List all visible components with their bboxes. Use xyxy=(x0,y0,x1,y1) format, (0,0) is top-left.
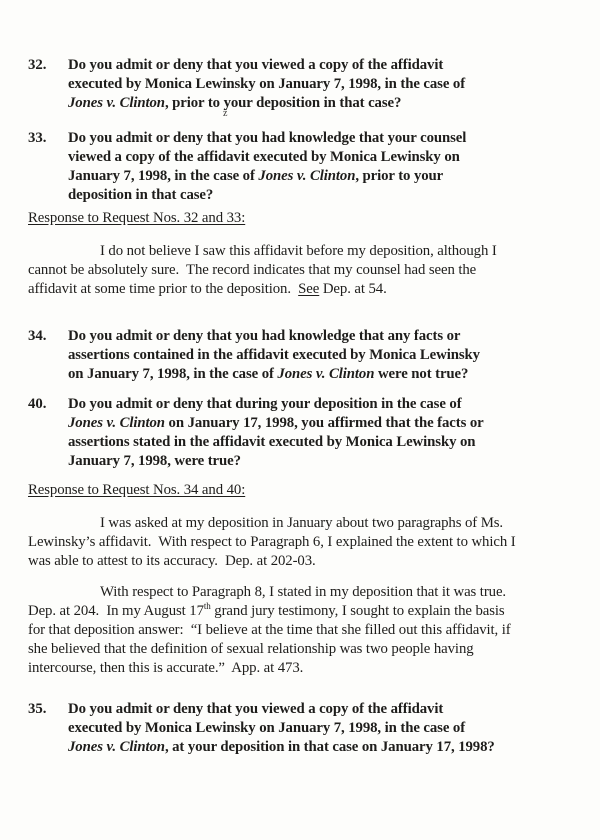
text-segment: viewed a copy of the affidavit executed by Monica Lewinsky on xyxy=(68,149,460,165)
question-number: 34. xyxy=(28,328,47,344)
text-segment: , at your deposition in that case on January 17, 1998? xyxy=(164,739,495,755)
question-32 xyxy=(28,56,465,113)
text-segment: Do you admit or deny that you viewed a copy of the affidavit xyxy=(68,701,444,717)
question-34-line xyxy=(68,365,480,384)
text-segment: deposition in that case? xyxy=(68,187,214,203)
text-segment: executed by Monica Lewinsky on January 7, 1998, in the case of xyxy=(68,76,466,92)
text-segment: Do you admit or deny that you had knowledge that any facts or xyxy=(68,328,461,344)
text-segment: affidavit at some time prior to the deposition. xyxy=(28,281,299,297)
question-34-line xyxy=(68,327,480,346)
response-heading-32-33 xyxy=(28,209,245,228)
question-35-line xyxy=(68,719,495,738)
response-34-40-paragraph-1-line xyxy=(28,552,516,571)
text-segment: she believed that the definition of sexual relationship was two people having xyxy=(28,641,474,657)
text-segment: Do you admit or deny that during your deposition in the case of xyxy=(68,396,462,412)
question-40-line xyxy=(68,452,484,471)
text-segment: on January 7, 1998, in the case of xyxy=(68,366,278,382)
question-40-line xyxy=(68,414,484,433)
question-33-line xyxy=(68,148,466,167)
response-34-40-paragraph-2-line xyxy=(28,621,511,640)
text-segment: executed by Monica Lewinsky on January 7, 1998, in the case of xyxy=(68,720,466,736)
question-35-line xyxy=(68,700,495,719)
response-34-40-paragraph-2-line xyxy=(28,659,511,678)
response-32-33-paragraph-line xyxy=(28,242,497,261)
ordinal-superscript: th xyxy=(203,601,211,612)
response-heading-34-40-line xyxy=(28,481,245,500)
text-segment: Dep. at 54. xyxy=(319,281,387,297)
text-segment: , prior to your deposition in that case? xyxy=(164,95,402,111)
question-33-line xyxy=(68,186,466,205)
question-40-line xyxy=(68,433,484,452)
question-text xyxy=(68,327,480,384)
scan-smudge-artifact: z̄ xyxy=(223,108,228,119)
question-35-line xyxy=(68,738,495,757)
text-segment: I was asked at my deposition in January about two paragraphs of Ms. xyxy=(100,515,504,531)
case-name-italic: Jones v. Clinton xyxy=(277,366,375,382)
question-33-line xyxy=(68,167,466,186)
text-segment: With respect to Paragraph 8, I stated in my deposition that it was true. xyxy=(100,584,507,600)
text-segment: assertions contained in the affidavit executed by Monica Lewinsky xyxy=(68,347,480,363)
text-segment: intercourse, then this is accurate.” App. at 473. xyxy=(28,660,304,676)
question-33 xyxy=(28,129,466,205)
text-segment: Response to Request Nos. 34 and 40: xyxy=(28,482,246,498)
response-34-40-paragraph-2-line xyxy=(28,640,511,659)
text-segment: grand jury testimony, I sought to explain the basis xyxy=(210,603,505,619)
question-number: 40. xyxy=(28,396,47,412)
case-name-italic: Jones v. Clinton xyxy=(68,739,165,755)
response-34-40-paragraph-2-line xyxy=(28,602,511,621)
response-34-40-paragraph-2 xyxy=(28,583,511,678)
question-34-line xyxy=(68,346,480,365)
underlined-cite: See xyxy=(298,281,320,297)
question-34 xyxy=(28,327,480,384)
text-segment: Response to Request Nos. 32 and 33: xyxy=(28,210,246,226)
question-number: 33. xyxy=(28,130,47,146)
case-name-italic: Jones v. Clinton xyxy=(68,95,165,111)
question-text xyxy=(68,56,465,113)
question-32-line xyxy=(68,94,465,113)
text-segment: Dep. at 204. In my August 17 xyxy=(28,603,204,619)
response-34-40-paragraph-1-line xyxy=(28,533,516,552)
text-segment: , prior to your xyxy=(355,168,444,184)
text-segment: Do you admit or deny that you viewed a copy of the affidavit xyxy=(68,57,444,73)
question-32-line xyxy=(68,56,465,75)
text-segment: for that deposition answer: “I believe at the time that she filled out this affidavit, if xyxy=(28,622,511,638)
response-heading-32-33-line xyxy=(28,209,245,228)
question-35 xyxy=(28,700,495,757)
text-segment: Lewinsky’s affidavit. With respect to Paragraph 6, I explained the extent to which I xyxy=(28,534,516,550)
response-32-33-paragraph xyxy=(28,242,497,299)
question-number: 32. xyxy=(28,57,47,73)
text-segment: cannot be absolutely sure. The record indicates that my counsel had seen the xyxy=(28,262,477,278)
text-segment: I do not believe I saw this affidavit before my deposition, although I xyxy=(100,243,497,259)
text-segment: January 7, 1998, in the case of xyxy=(68,168,259,184)
question-text xyxy=(68,395,484,471)
response-34-40-paragraph-1 xyxy=(28,514,516,571)
text-segment: was able to attest to its accuracy. Dep. at 202-03. xyxy=(28,553,316,569)
case-name-italic: Jones v. Clinton xyxy=(258,168,356,184)
response-32-33-paragraph-line xyxy=(28,261,497,280)
response-34-40-paragraph-2-line xyxy=(28,583,511,602)
question-40-line xyxy=(68,395,484,414)
question-33-line xyxy=(68,129,466,148)
response-heading-34-40 xyxy=(28,481,245,500)
question-text xyxy=(68,129,466,205)
text-segment: Do you admit or deny that you had knowledge that your counsel xyxy=(68,130,467,146)
question-text xyxy=(68,700,495,757)
text-segment: on January 17, 1998, you affirmed that the facts or xyxy=(164,415,484,431)
response-32-33-paragraph-line xyxy=(28,280,497,299)
text-segment: were not true? xyxy=(374,366,469,382)
case-name-italic: Jones v. Clinton xyxy=(68,415,165,431)
question-32-line xyxy=(68,75,465,94)
response-34-40-paragraph-1-line xyxy=(28,514,516,533)
question-40 xyxy=(28,395,484,471)
text-segment: assertions stated in the affidavit executed by Monica Lewinsky on xyxy=(68,434,476,450)
question-number: 35. xyxy=(28,701,47,717)
text-segment: January 7, 1998, were true? xyxy=(68,453,241,469)
